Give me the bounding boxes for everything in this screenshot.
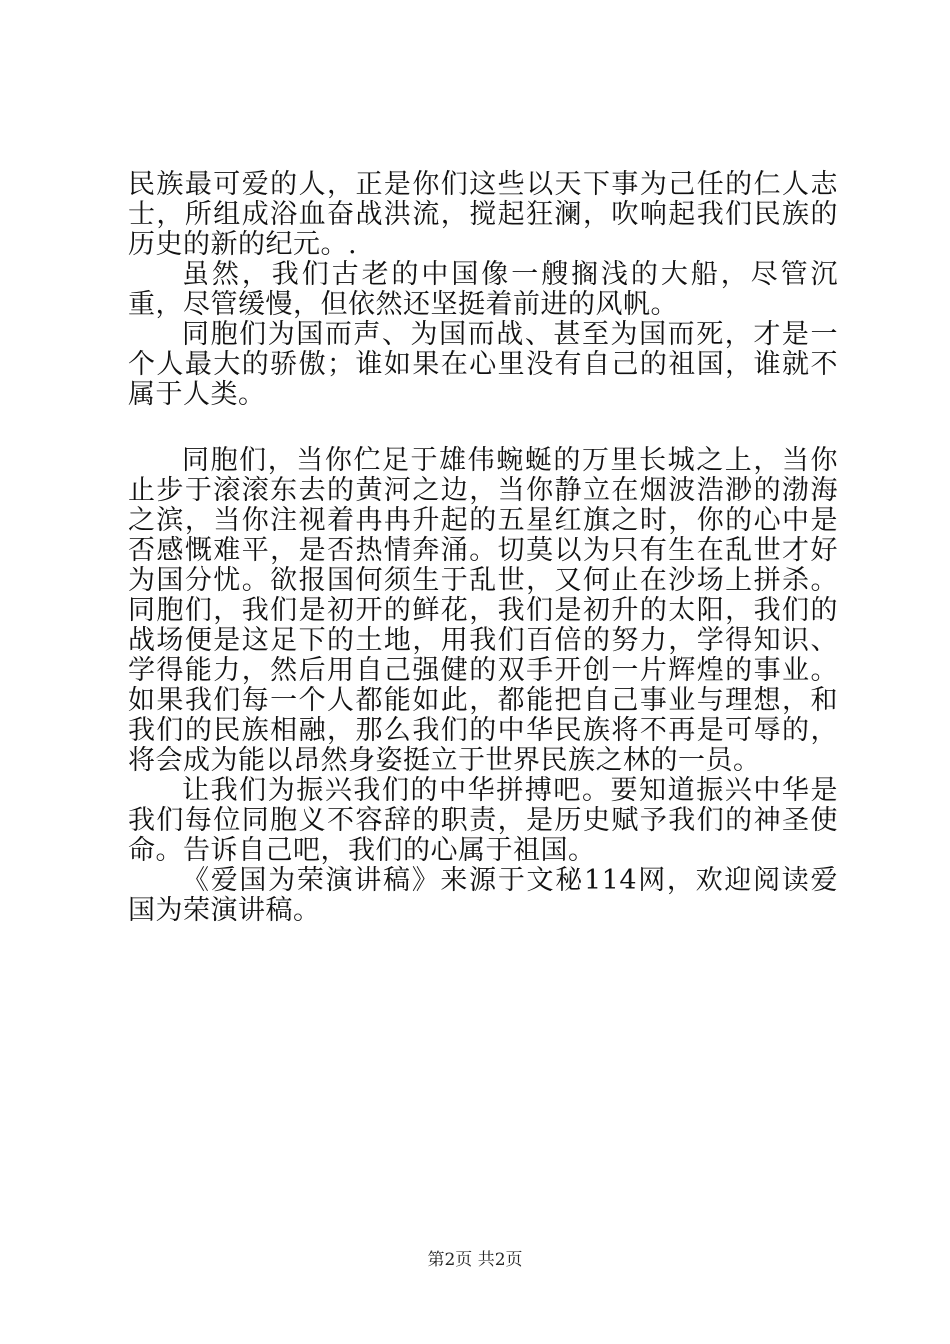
paragraph-4: 同胞们，当你伫足于雄伟蜿蜒的万里长城之上，当你止步于滚滚东去的黄河之边，当你静立在烟波浩渺的渤海之滨，当你注视着冉冉升起的五星红旗之时，你的心中是否感慨难平，是否热情奔涌。切莫以为只有生在乱世才好为国分忧。欲报国何须生于乱世，又何止在沙场上拼杀。同胞们，我们是初开的鲜花，我们是初升的太阳，我们的战场便是这足下的土地，用我们百倍的努力，学得知识、学得能力，然后用自己强健的双手开创一片辉煌的事业。如果我们每一个人都能如此，都能把自己事业与理想，和我们的民族相融，那么我们的中华民族将不再是可辱的，将会成为能以昂然身姿挺立于世界民族之林的一员。 <box>128 445 838 776</box>
paragraph-1: 民族最可爱的人，正是你们这些以天下事为己任的仁人志士，所组成浴血奋战洪流，搅起狂澜，吹响起我们民族的历史的新的纪元。. <box>128 169 838 260</box>
page-number-footer: 第2页 共2页 <box>427 1250 523 1270</box>
paragraph-spacer <box>128 410 838 446</box>
paragraph-5: 让我们为振兴我们的中华拼搏吧。要知道振兴中华是我们每位同胞义不容辞的职责，是历史赋予我们的神圣使命。告诉自己吧，我们的心属于祖国。 <box>128 775 838 866</box>
document-body <box>128 170 838 926</box>
paragraph-2: 虽然，我们古老的中国像一艘搁浅的大船，尽管沉重，尽管缓慢，但依然还坚挺着前进的风帆。 <box>128 259 838 320</box>
paragraph-3: 同胞们为国而声、为国而战、甚至为国而死，才是一个人最大的骄傲；谁如果在心里没有自己的祖国，谁就不属于人类。 <box>128 319 838 410</box>
paragraph-6: 《爱国为荣演讲稿》来源于文秘114网，欢迎阅读爱国为荣演讲稿。 <box>128 865 838 926</box>
